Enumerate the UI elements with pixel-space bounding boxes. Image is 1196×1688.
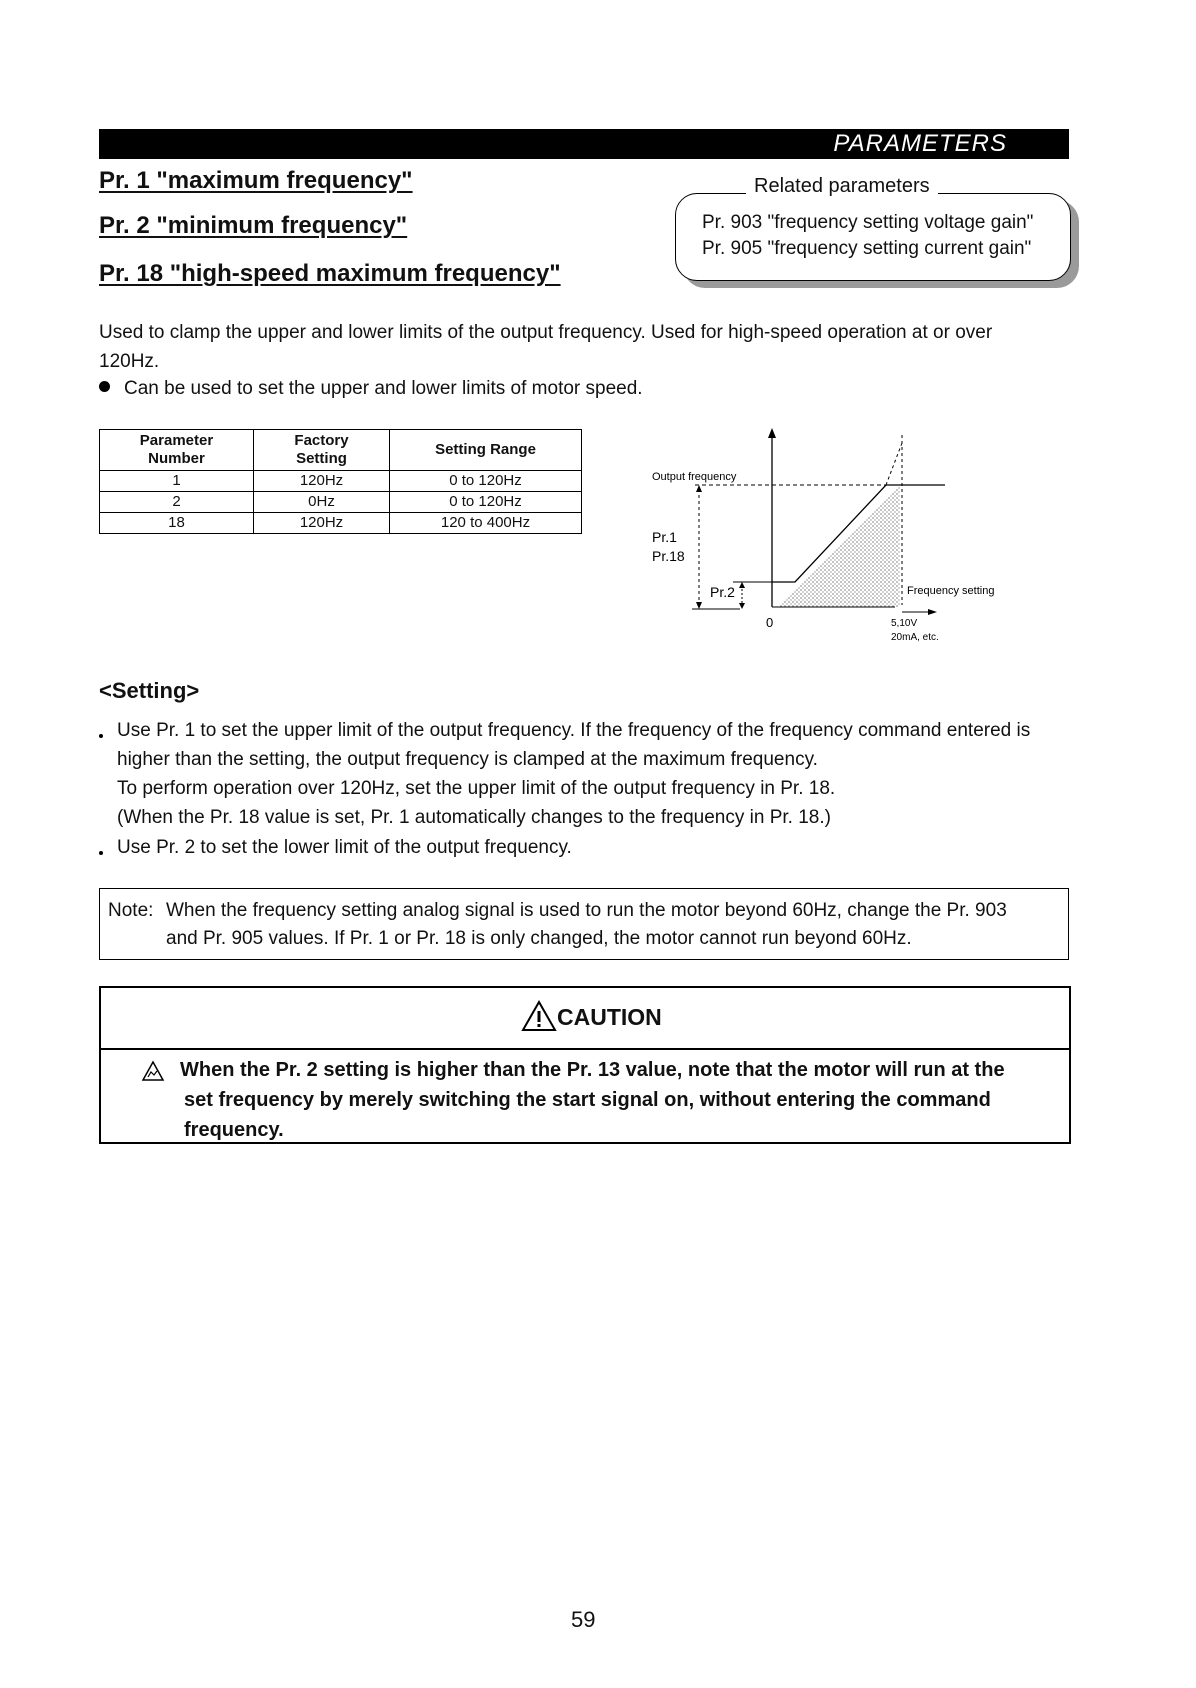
- setting-bullet-2: [99, 851, 103, 855]
- graph-pr1-arrow-down: [696, 602, 702, 609]
- header-factory-line1: Factory: [294, 432, 349, 449]
- section-header-bar: [99, 129, 1069, 159]
- section-header-label: PARAMETERS: [833, 130, 1007, 157]
- intro-line-2: 120Hz.: [99, 351, 160, 372]
- setting-item-1: [117, 716, 1030, 832]
- intro-line-1: Used to clamp the upper and lower limits of the output frequency. Used for high-speed operation at or over: [99, 322, 993, 343]
- caution-box: [99, 986, 1071, 1144]
- setting-item-1-line4: (When the Pr. 18 value is set, Pr. 1 automatically changes to the frequency in Pr. 18.): [117, 807, 831, 828]
- setting-item-1-line3: To perform operation over 120Hz, set the upper limit of the output frequency in Pr. 18.: [117, 778, 836, 799]
- warning-triangle-icon: [521, 1000, 557, 1032]
- header-parameter-number: [100, 430, 254, 471]
- graph-x-arrow: [928, 609, 937, 615]
- graph-pr1-arrow-up: [696, 485, 702, 492]
- header-factory-setting: [254, 430, 390, 471]
- setting-item-1-line1: Use Pr. 1 to set the upper limit of the output frequency. If the frequency of the frequency command entered is: [117, 720, 1031, 741]
- table-header-row: [100, 430, 582, 471]
- graph-pr2-label: Pr.2: [710, 584, 735, 600]
- graph-y-label: Output frequency: [652, 471, 737, 483]
- small-warning-icon: [141, 1060, 165, 1082]
- cell-range: 0 to 120Hz: [390, 471, 582, 492]
- cell-range: 0 to 120Hz: [390, 492, 582, 513]
- caution-header: [101, 988, 1069, 1050]
- cell-factory: 120Hz: [254, 471, 390, 492]
- graph-y-axis-arrow: [768, 428, 776, 438]
- intro-paragraph: [99, 318, 1074, 403]
- parameter-table: [99, 429, 582, 534]
- setting-title: <Setting>: [99, 678, 200, 703]
- caution-title: CAUTION: [557, 1004, 662, 1030]
- cell-number: 18: [100, 513, 254, 534]
- table-row: [100, 492, 582, 513]
- note-box: [99, 888, 1069, 960]
- cell-number: 2: [100, 492, 254, 513]
- caution-line-2: set frequency by merely switching the start signal on, without entering the command: [184, 1089, 991, 1111]
- page-number: 59: [571, 1607, 596, 1632]
- setting-item-2: Use Pr. 2 to set the lower limit of the output frequency.: [117, 837, 572, 858]
- cell-factory: 0Hz: [254, 492, 390, 513]
- note-line-1: When the frequency setting analog signal is used to run the motor beyond 60Hz, change the Pr. 903: [166, 900, 1007, 921]
- table-row: [100, 513, 582, 534]
- header-parameter-line1: Parameter: [139, 432, 214, 449]
- caution-line-3: frequency.: [184, 1119, 284, 1141]
- bullet-icon: [99, 381, 110, 392]
- intro-bullet-text: Can be used to set the upper and lower limits of motor speed.: [124, 378, 643, 399]
- intro-bullet: [99, 374, 1074, 403]
- header-setting-range: Setting Range: [390, 430, 582, 471]
- graph-extension-line: [886, 443, 902, 485]
- graph-x-label: Frequency setting: [907, 585, 995, 597]
- graph-pr1-label: Pr.1: [652, 529, 677, 545]
- graph-pr18-label: Pr.18: [652, 548, 685, 564]
- cell-number: 1: [100, 471, 254, 492]
- header-factory-line2: Setting: [296, 450, 347, 467]
- cell-range: 120 to 400Hz: [390, 513, 582, 534]
- cell-factory: 120Hz: [254, 513, 390, 534]
- caution-line-1: When the Pr. 2 setting is higher than the Pr. 13 value, note that the motor will run at the: [180, 1059, 1005, 1081]
- title-pr2: Pr. 2 "minimum frequency": [99, 212, 408, 239]
- graph-x-value2: 20mA, etc.: [891, 632, 939, 643]
- title-pr18: Pr. 18 "high-speed maximum frequency": [99, 260, 561, 287]
- header-parameter-line2: Number: [148, 450, 205, 467]
- related-param-905: Pr. 905 "frequency setting current gain": [702, 238, 1032, 259]
- table-row: [100, 471, 582, 492]
- graph-pr2-arrow-up: [739, 582, 745, 588]
- related-parameters-heading: Related parameters: [746, 175, 938, 198]
- related-parameters-box: [675, 175, 1071, 281]
- graph-shaded-region: [777, 485, 900, 607]
- graph-x-value1: 5,10V: [891, 618, 918, 629]
- setting-item-1-line2: higher than the setting, the output frequency is clamped at the maximum frequency.: [117, 749, 818, 770]
- setting-bullet-1: [99, 734, 103, 738]
- frequency-graph: [640, 425, 1020, 655]
- note-line-2: and Pr. 905 values. If Pr. 1 or Pr. 18 is only changed, the motor cannot run beyond 60Hz.: [166, 928, 912, 949]
- title-pr1: Pr. 1 "maximum frequency": [99, 167, 413, 194]
- related-param-903: Pr. 903 "frequency setting voltage gain": [702, 212, 1034, 233]
- graph-pr2-arrow-down: [739, 603, 745, 609]
- graph-origin-label: 0: [766, 615, 774, 630]
- note-label: Note:: [108, 900, 154, 921]
